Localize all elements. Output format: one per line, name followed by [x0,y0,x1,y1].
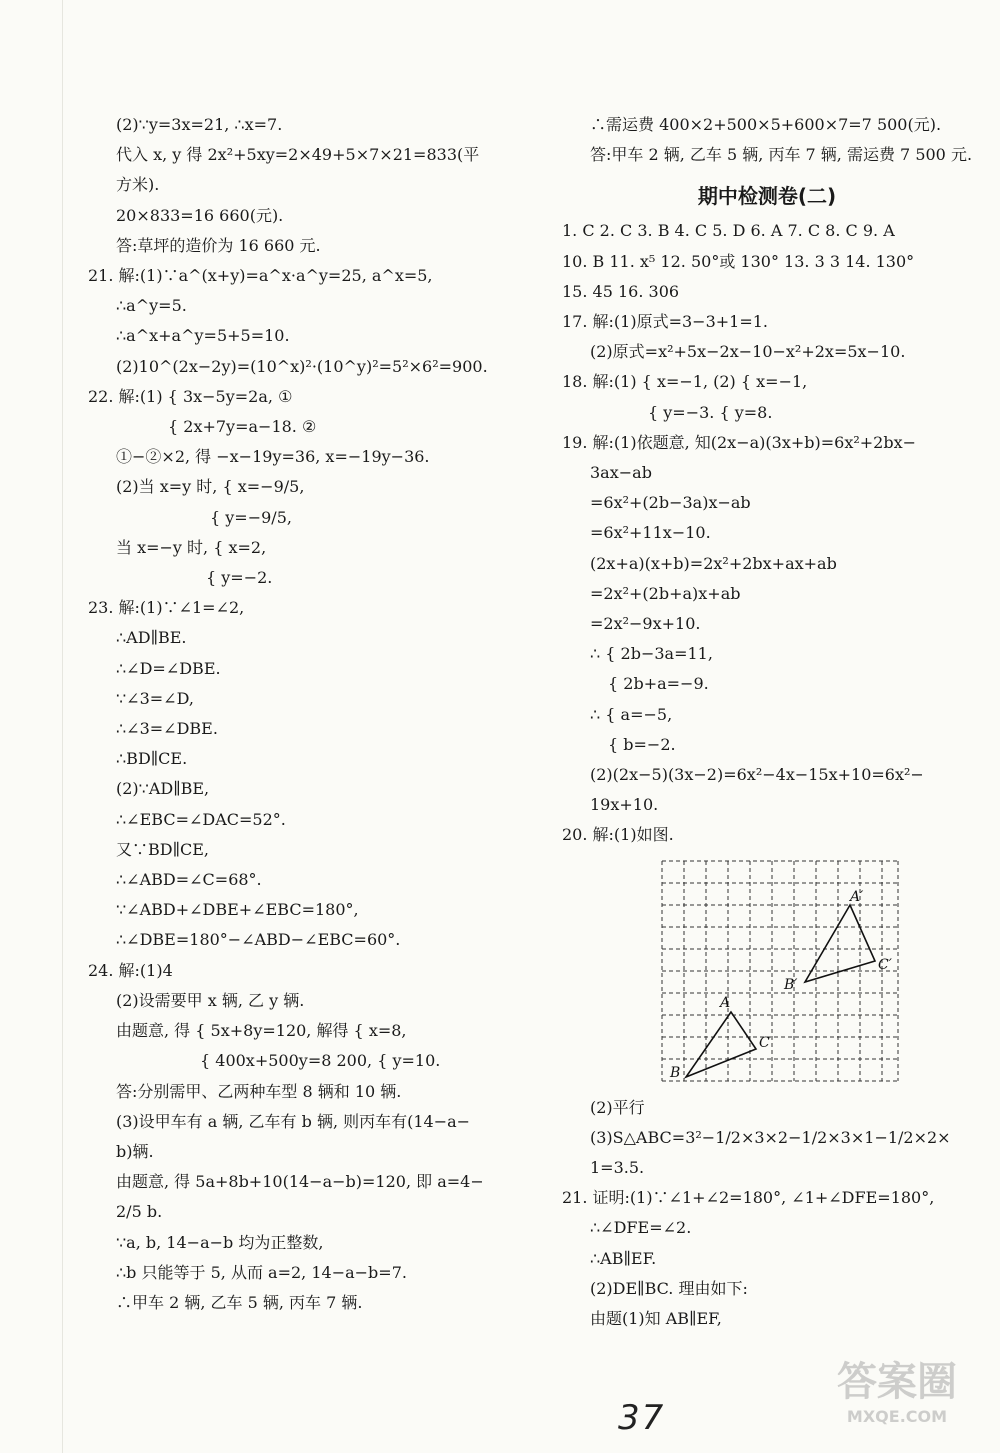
text-line: =2x²+(2b+a)x+ab [590,583,741,603]
label-c: C [759,1034,770,1051]
label-a-prime: A′ [850,888,864,905]
text-line: 答:甲车 2 辆, 乙车 5 辆, 丙车 7 辆, 需运费 7 500 元. [590,145,973,165]
text-line: ∴∠ABD=∠C=68°. [116,870,262,890]
text-line: ∴∠D=∠DBE. [116,658,221,678]
text-line: ∴ { 2b−3a=11, [590,644,713,664]
text-line: (2)(2x−5)(3x−2)=6x²−4x−15x+10=6x²− [590,765,924,785]
text-line: =6x²+11x−10. [590,523,711,543]
text-line: =6x²+(2b−3a)x−ab [590,493,751,513]
text-line: ∴∠DBE=180°−∠ABD−∠EBC=60°. [116,930,401,950]
text-line: (2)平行 [590,1097,645,1117]
label-b: B [670,1064,681,1081]
grid-figure [660,857,900,1087]
text-line: (2)当 x=y 时, { x=−9/5, [116,477,305,497]
text-line: 代入 x, y 得 2x²+5xy=2×49+5×7×21=833(平 [116,145,480,165]
text-line: ∴ { a=−5, [590,704,673,724]
answer-row: 10. B 11. x⁵ 12. 50°或 130° 13. 3 3 14. 130° [562,251,915,271]
text-line: ∴∠DFE=∠2. [590,1218,692,1238]
text-line: ∴AD∥BE. [116,628,187,648]
answer-row: 15. 45 16. 306 [562,281,680,301]
text-line: ∴∠EBC=∠DAC=52°. [116,809,286,829]
text-line: (2)10^(2x−2y)=(10^x)²·(10^y)²=5²×6²=900. [116,356,488,376]
text-line: 答:分别需甲、乙两种车型 8 辆和 10 辆. [116,1081,402,1101]
question-22: 22. 解:(1) { 3x−5y=2a, ① [88,386,293,406]
section-title: 期中检测卷(二) [697,184,837,209]
watermark-text: 答案圈 [837,1359,957,1405]
text-line: 答:草坪的造价为 16 660 元. [116,235,321,255]
text-line: { 400x+500y=8 200, { y=10. [200,1051,441,1071]
text-line: ∴a^y=5. [116,296,187,316]
question-21-proof: 21. 证明:(1)∵∠1+∠2=180°, ∠1+∠DFE=180°, [562,1188,935,1208]
page-number: 37 [618,1398,666,1438]
text-line: { 2b+a=−9. [608,674,709,694]
text-line: { y=−9/5, [210,507,292,527]
text-line: ∴需运费 400×2+500×5+600×7=7 500(元). [590,115,942,134]
text-line: (2)∵y=3x=21, ∴x=7. [116,115,283,134]
text-line: ∴BD∥CE. [116,749,188,769]
text-line: ∴b 只能等于 5, 从而 a=2, 14−a−b=7. [116,1262,407,1282]
text-line: 方米). [116,175,160,195]
label-b-prime: B′ [784,976,798,993]
text-line: 由题(1)知 AB∥EF, [590,1309,722,1329]
text-line: { y=−2. [206,568,273,588]
text-line: (2)设需要甲 x 辆, 乙 y 辆. [116,990,305,1010]
text-line: 19x+10. [590,795,659,815]
text-line: b)辆. [116,1141,154,1161]
text-line: ∴a^x+a^y=5+5=10. [116,326,290,346]
question-24: 24. 解:(1)4 [88,960,173,980]
question-18: 18. 解:(1) { x=−1, (2) { x=−1, [562,372,808,392]
text-line: 又∵BD∥CE, [116,839,209,859]
text-line: ∵a, b, 14−a−b 均为正整数, [116,1232,324,1252]
text-line: { 2x+7y=a−18. ② [168,417,317,437]
left-column [88,110,508,1318]
triangle-a-prime-b-prime-c-prime [805,905,875,982]
text-line: ∴甲车 2 辆, 乙车 5 辆, 丙车 7 辆. [116,1292,363,1312]
text-line: 当 x=−y 时, { x=2, [116,537,267,557]
triangle-abc [686,1012,756,1077]
watermark-logo [802,1357,992,1447]
question-21: 21. 解:(1)∵a^(x+y)=a^x·a^y=25, a^x=5, [88,266,433,286]
text-line: 3ax−ab [590,463,652,483]
text-line: =2x²−9x+10. [590,614,701,634]
label-a: A [720,994,731,1011]
text-line: 1=3.5. [590,1158,645,1178]
question-23: 23. 解:(1)∵∠1=∠2, [88,598,245,618]
question-19: 19. 解:(1)依题意, 知(2x−a)(3x+b)=6x²+2bx− [562,432,917,452]
text-line: (3)设甲车有 a 辆, 乙车有 b 辆, 则丙车有(14−a− [116,1111,471,1131]
text-line: ∴AB∥EF. [590,1248,657,1268]
text-line: ①−②×2, 得 −x−19y=36, x=−19y−36. [116,447,430,467]
text-line: (2)∵AD∥BE, [116,779,210,799]
binding-line [62,0,63,1453]
label-c-prime: C′ [878,956,892,973]
text-line: { b=−2. [608,734,676,754]
question-20: 20. 解:(1)如图. [562,825,674,845]
text-line: (2)DE∥BC. 理由如下: [590,1278,748,1298]
question-17: 17. 解:(1)原式=3−3+1=1. [562,312,769,332]
text-line: (2)原式=x²+5x−2x−10−x²+2x=5x−10. [590,342,906,362]
text-line: ∵∠ABD+∠DBE+∠EBC=180°, [116,900,359,920]
text-line: (3)S△ABC=3²−1/2×3×2−1/2×3×1−1/2×2× [590,1127,951,1147]
text-line: (2x+a)(x+b)=2x²+2bx+ax+ab [590,553,837,573]
text-line: 由题意, 得 5a+8b+10(14−a−b)=120, 即 a=4− [116,1172,484,1192]
text-line: { y=−3. { y=8. [648,402,773,422]
answer-row: 1. C 2. C 3. B 4. C 5. D 6. A 7. C 8. C 9. A [562,221,895,241]
watermark-url: MXQE.COM [846,1407,948,1426]
right-column [562,110,972,1334]
grid-svg [660,857,900,1087]
text-line: ∵∠3=∠D, [116,688,194,708]
text-line: 由题意, 得 { 5x+8y=120, 解得 { x=8, [116,1021,407,1041]
text-line: 20×833=16 660(元). [116,205,284,225]
text-line: ∴∠3=∠DBE. [116,719,218,739]
text-line: 2/5 b. [116,1202,163,1222]
